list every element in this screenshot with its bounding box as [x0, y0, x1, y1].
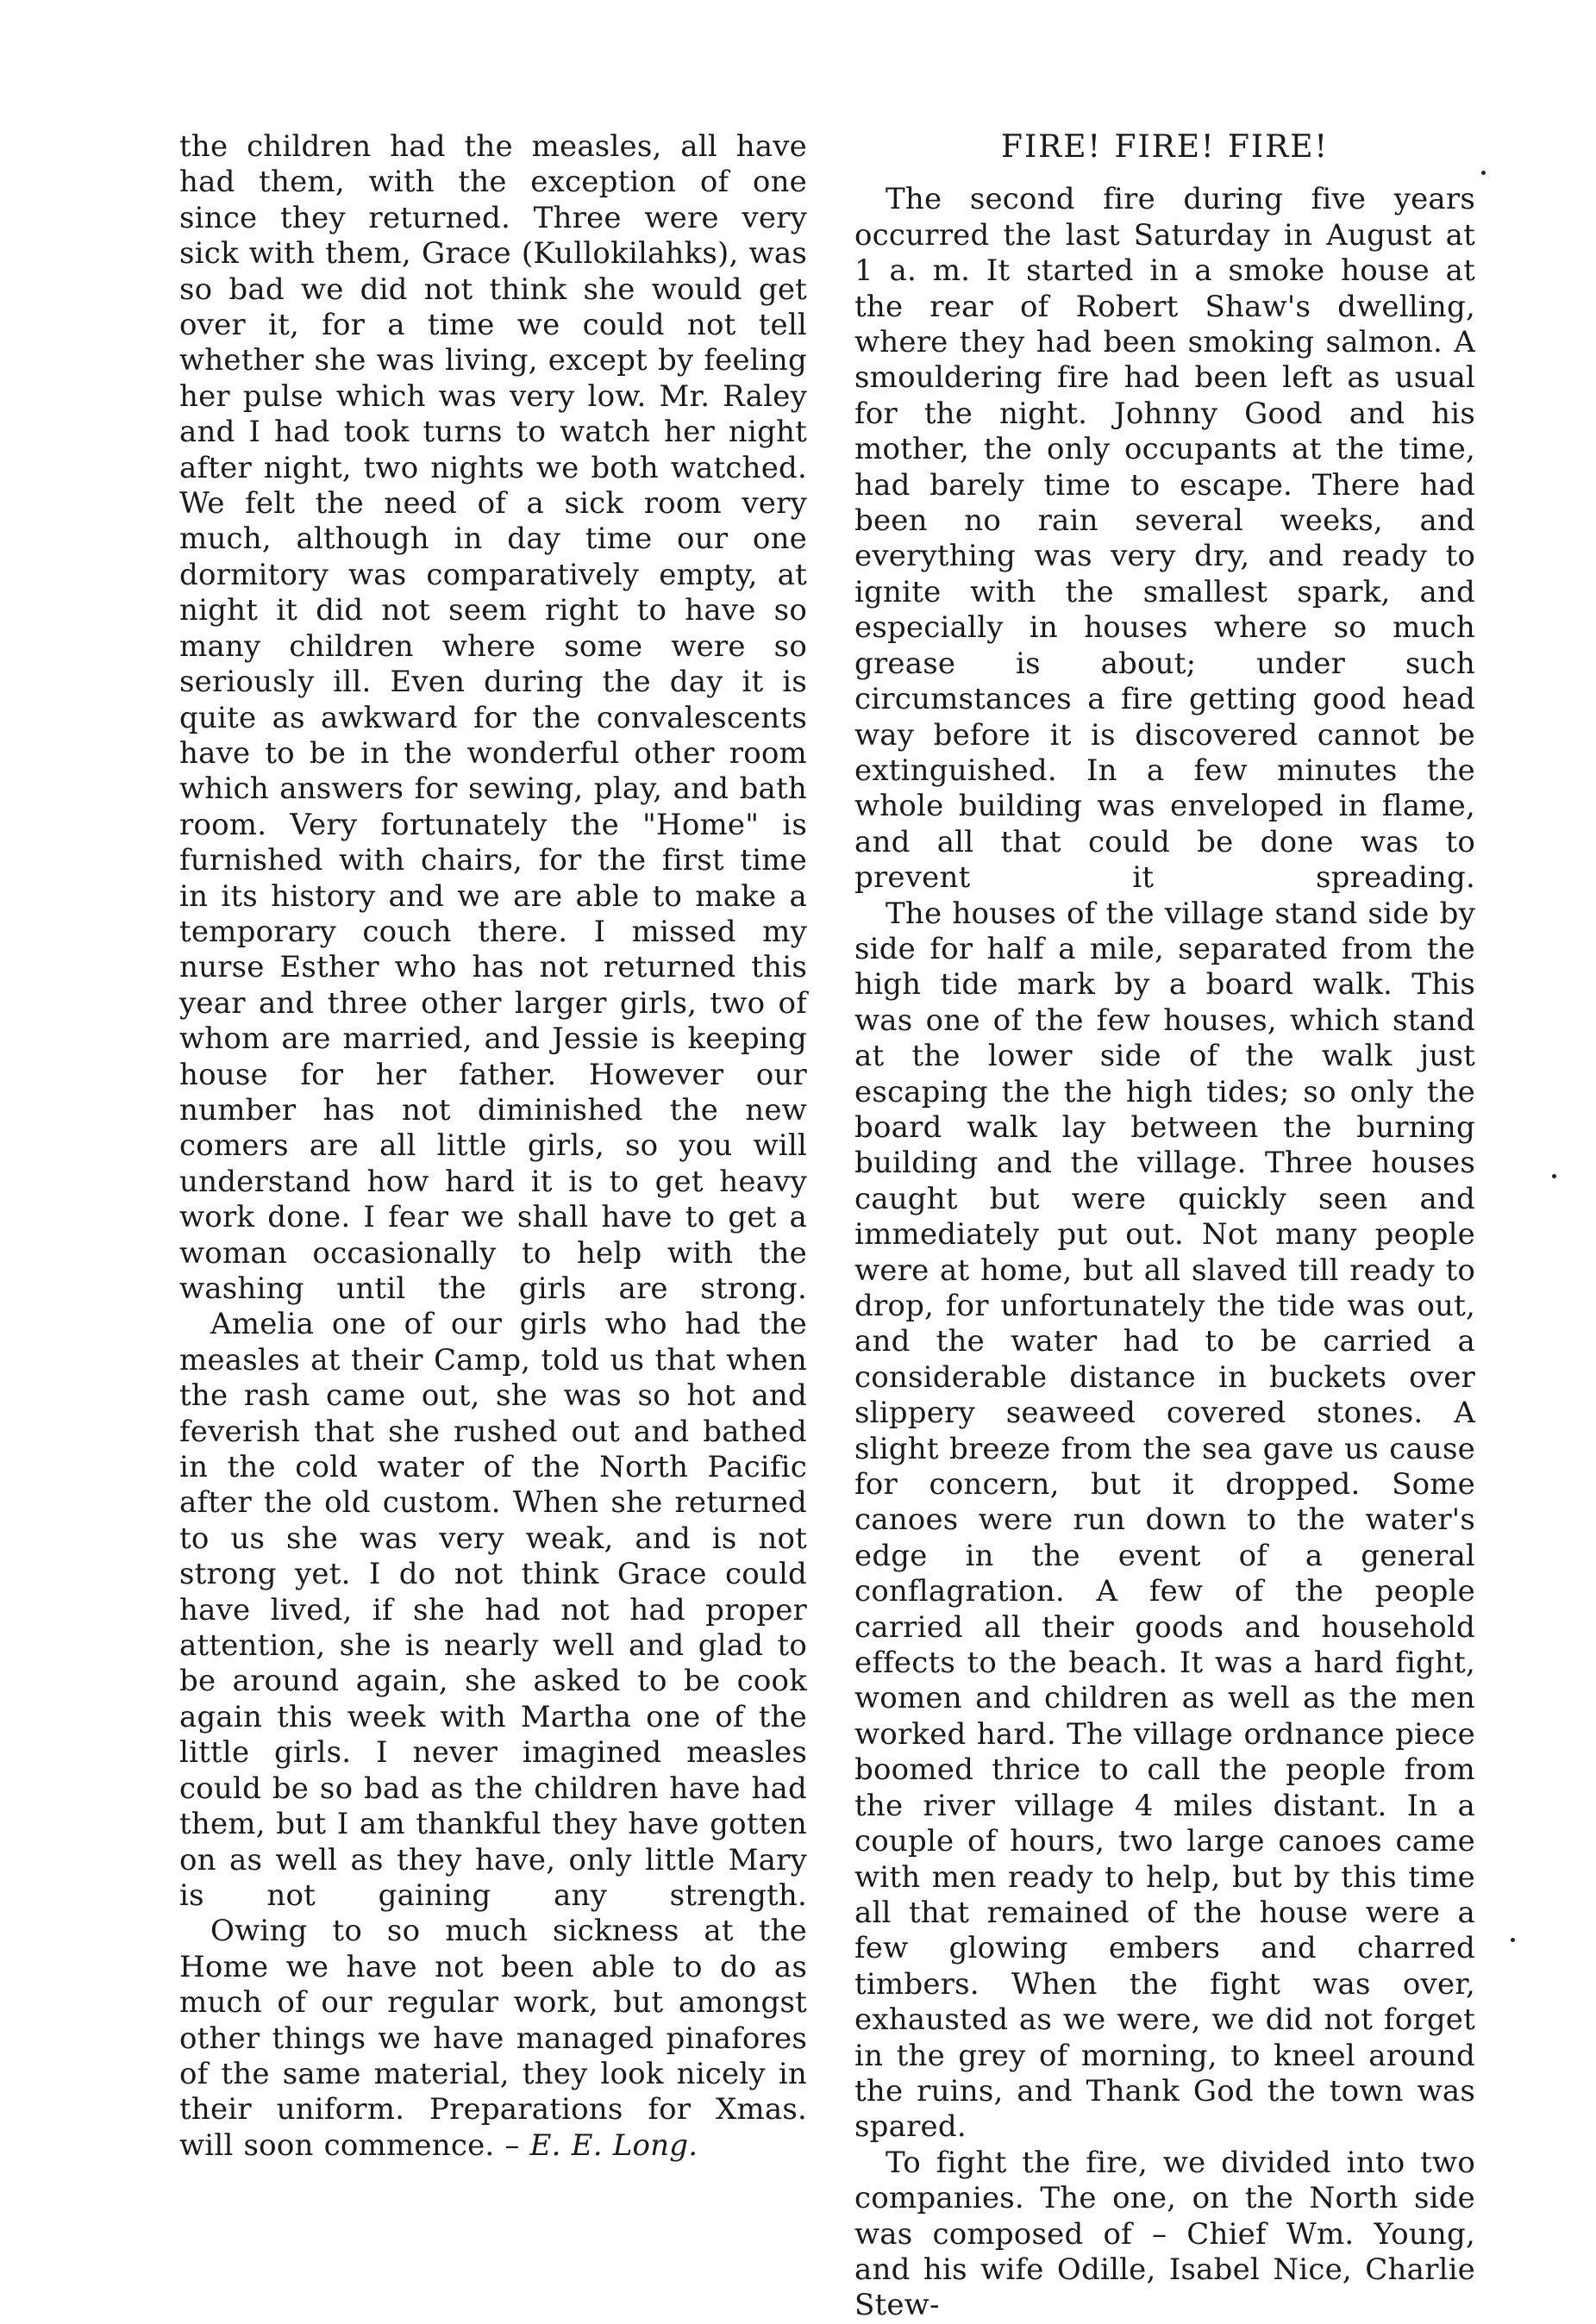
signature: E. E. Long.: [529, 2127, 698, 2163]
left-paragraph-1: the children had the measles, all have had them, with the exception of one since they returned. Three were very sick with them, Grace (Kullokilahks), was so bad we did not think she would get over it, for a time we could not tell whether she was living, except by feeling her pulse which was very low. Mr. Raley and I had took turns to watch her night after night, two nights we both watched. We felt the need of a sick room very much, although in day time our one dormitory was comparatively empty, at night it did not seem right to have so many children where some were so seriously ill. Even during the day it is quite as awkward for the convalescents have to be in the wonderful other room which answers for sewing, play, and bath room. Very fortunately the "Home" is furnished with chairs, for the first time in its history and we are able to make a temporary couch there. I missed my nurse Esther who has not returned this year and three other larger girls, two of whom are married, and Jessie is keeping house for her father. However our number has not diminished the new comers are all little girls, so you will understand how hard it is to get heavy work done. I fear we shall have to get a woman occasionally to help with the washing until the girls are strong.: [179, 129, 807, 1306]
left-paragraph-3-text: Owing to so much sickness at the Home we have not been able to do as much of our regular work, but amongst other things we have managed pinafores of the same material, they look nicely in their uniform. Preparations for Xmas. will soon commence.: [179, 1914, 807, 2163]
article-heading: FIRE! FIRE! FIRE!: [1000, 129, 1330, 165]
left-paragraph-2: Amelia one of our girls who had the measles at their Camp, told us that when the rash came out, she was so hot and feverish that she rushed out and bathed in the cold water of the North Pacific after the old custom. When she returned to us she was very weak, and is not strong yet. I do not think Grace could have lived, if she had not had proper attention, she is nearly well and glad to be around again, she asked to be cook again this week with Martha one of the little girls. I never imagined measles could be so bad as the children have had them, but I am thankful they have gotten on as well as they have, only little Mary is not gaining any strength.: [179, 1307, 807, 1913]
ink-speck: [1552, 1174, 1556, 1178]
ink-speck: [1481, 171, 1486, 175]
signature-dash: –: [494, 2127, 530, 2163]
right-paragraph-1: The second fire during five years occurred the last Saturday in August at 1 a. m. It started in a smoke house at the rear of Robert Shaw's dwelling, where they had been smoking salmon. A smouldering fire had been left as usual for the night. Johnny Good and his mother, the only occupants at the time, had barely time to escape. There had been no rain several weeks, and everything was very dry, and ready to ignite with the smallest spark, and especially in houses where so much grease is about; under such circumstances a fire getting good head way before it is discovered cannot be extinguished. In a few minutes the whole building was enveloped in flame, and all that could be done was to prevent it spreading.: [854, 182, 1475, 896]
ink-speck: [1511, 1938, 1515, 1942]
left-column: [179, 129, 807, 2164]
right-column: [854, 129, 1475, 2324]
left-paragraph-3: [179, 1914, 807, 2164]
right-paragraph-2: The houses of the village stand side by side for half a mile, separated from the high tide mark by a board walk. This was one of the few houses, which stand at the lower side of the walk just escaping the the high tides; so only the board walk lay between the burning building and the village. Three houses caught but were quickly seen and immediately put out. Not many people were at home, but all slaved till ready to drop, for unfortunately the tide was out, and the water had to be carried a considerable distance in buckets over slippery seaweed covered stones. A slight breeze from the sea gave us cause for concern, but it dropped. Some canoes were run down to the water's edge in the event of a general conflagration. A few of the people carried all their goods and household effects to the beach. It was a hard fight, women and children as well as the men worked hard. The village ordnance piece boomed thrice to call the people from the river village 4 miles distant. In a couple of hours, two large canoes came with men ready to help, but by this time all that remained of the house were a few glowing embers and charred timbers. When the fight was over, exhausted as we were, we did not forget in the grey of morning, to kneel around the ruins, and Thank God the town was spared.: [854, 896, 1475, 2145]
right-paragraph-3: To fight the fire, we divided into two companies. The one, on the North side was composed of – Chief Wm. Young, and his wife Odille, Isabel Nice, Charlie Stew-: [854, 2145, 1475, 2323]
